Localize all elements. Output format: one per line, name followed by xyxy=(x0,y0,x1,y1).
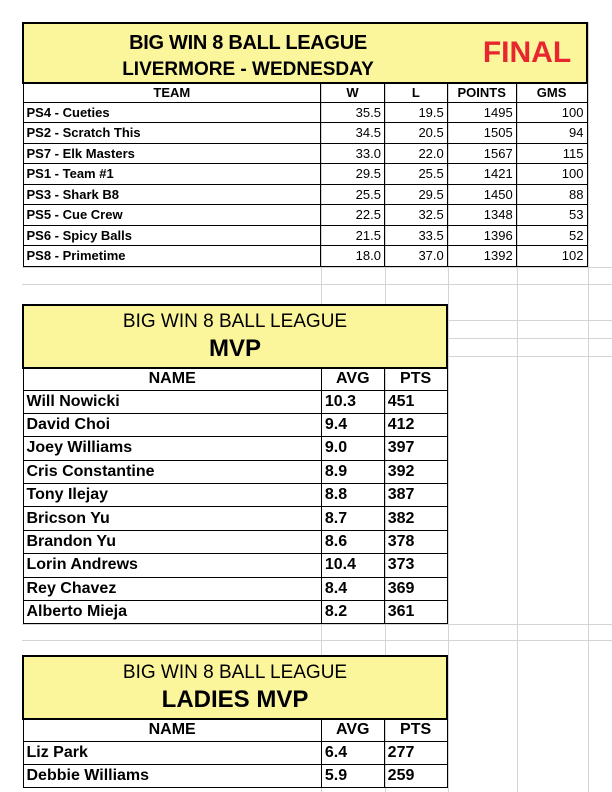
mvp-row-cell: Will Nowicki xyxy=(23,390,321,413)
ladies-mvp-row xyxy=(23,741,447,764)
standings-row-cell: 1396 xyxy=(447,225,516,246)
mvp-row-cell: Cris Constantine xyxy=(23,460,321,483)
mvp-row-cell: 369 xyxy=(384,577,447,600)
mvp-row-cell: Tony Ilejay xyxy=(23,484,321,507)
standings-row-cell: 100 xyxy=(516,164,587,185)
standings-row-cell: 1348 xyxy=(447,205,516,226)
ladies-mvp-header-row xyxy=(23,719,447,741)
mvp-banner xyxy=(23,305,447,368)
mvp-col-avg: AVG xyxy=(321,368,384,390)
mvp-row-cell: 378 xyxy=(384,530,447,553)
ladies-mvp-col-pts: PTS xyxy=(384,719,447,741)
standings-row-cell: PS7 - Elk Masters xyxy=(23,143,321,164)
standings-row-cell: PS4 - Cueties xyxy=(23,102,321,123)
ladies-mvp-row xyxy=(23,764,447,787)
standings-row-cell: PS3 - Shark B8 xyxy=(23,184,321,205)
standings-row xyxy=(23,102,587,123)
standings-row-cell: 29.5 xyxy=(384,184,447,205)
mvp-row xyxy=(23,390,447,413)
ladies-mvp-row-cell: Liz Park xyxy=(23,741,321,764)
mvp-col-pts: PTS xyxy=(384,368,447,390)
standings-row-cell: 100 xyxy=(516,102,587,123)
standings-row-cell: 88 xyxy=(516,184,587,205)
standings-row xyxy=(23,123,587,144)
mvp-row-cell: Brandon Yu xyxy=(23,530,321,553)
mvp-row-cell: 8.8 xyxy=(321,484,384,507)
standings-row xyxy=(23,164,587,185)
standings-row-cell: 1450 xyxy=(447,184,516,205)
mvp-row-cell: 361 xyxy=(384,601,447,624)
standings-row-cell: PS8 - Primetime xyxy=(23,246,321,267)
mvp-row-cell: 451 xyxy=(384,390,447,413)
ladies-mvp-row-cell: Debbie Williams xyxy=(23,764,321,787)
col-header-w: W xyxy=(321,83,385,102)
mvp-row xyxy=(23,554,447,577)
standings-row-cell: 18.0 xyxy=(321,246,385,267)
standings-row-cell: 53 xyxy=(516,205,587,226)
standings-row xyxy=(23,246,587,267)
standings-row-cell: 1392 xyxy=(447,246,516,267)
standings-row-cell: 21.5 xyxy=(321,225,385,246)
mvp-row-cell: 10.3 xyxy=(321,390,384,413)
standings-row-cell: PS6 - Spicy Balls xyxy=(23,225,321,246)
standings-row-cell: 1421 xyxy=(447,164,516,185)
standings-row-cell: 20.5 xyxy=(384,123,447,144)
col-header-points: POINTS xyxy=(447,83,516,102)
ladies-mvp-row-cell: 277 xyxy=(384,741,447,764)
standings-row-cell: 25.5 xyxy=(321,184,385,205)
ladies-mvp-row-cell: 5.9 xyxy=(321,764,384,787)
mvp-row-cell: 382 xyxy=(384,507,447,530)
col-header-gms: GMS xyxy=(516,83,587,102)
mvp-row-cell: 397 xyxy=(384,437,447,460)
standings-row-cell: 1567 xyxy=(447,143,516,164)
mvp-row-cell: 8.7 xyxy=(321,507,384,530)
standings-row-cell: 94 xyxy=(516,123,587,144)
ladies-mvp-table xyxy=(22,655,448,788)
standings-row-cell: PS1 - Team #1 xyxy=(23,164,321,185)
mvp-row-cell: 8.4 xyxy=(321,577,384,600)
ladies-mvp-banner xyxy=(23,656,447,719)
standings-row xyxy=(23,225,587,246)
col-header-team: TEAM xyxy=(23,83,321,102)
standings-row-cell: 115 xyxy=(516,143,587,164)
mvp-row-cell: 373 xyxy=(384,554,447,577)
standings-table xyxy=(22,22,588,267)
mvp-row-cell: 387 xyxy=(384,484,447,507)
mvp-row-cell: 9.4 xyxy=(321,413,384,436)
mvp-row-cell: 10.4 xyxy=(321,554,384,577)
mvp-row-cell: Bricson Yu xyxy=(23,507,321,530)
ladies-mvp-col-name: NAME xyxy=(23,719,321,741)
standings-row-cell: 37.0 xyxy=(384,246,447,267)
standings-row xyxy=(23,143,587,164)
mvp-title: BIG WIN 8 BALL LEAGUE xyxy=(122,311,348,332)
standings-row-cell: 33.5 xyxy=(384,225,447,246)
mvp-row xyxy=(23,530,447,553)
final-status: FINAL xyxy=(482,36,572,69)
mvp-table xyxy=(22,304,448,624)
standings-row-cell: 34.5 xyxy=(321,123,385,144)
standings-row-cell: PS2 - Scratch This xyxy=(23,123,321,144)
ladies-mvp-row-cell: 6.4 xyxy=(321,741,384,764)
mvp-row-cell: Lorin Andrews xyxy=(23,554,321,577)
standings-row-cell: 1505 xyxy=(447,123,516,144)
mvp-row-cell: 8.2 xyxy=(321,601,384,624)
standings-row-cell: 32.5 xyxy=(384,205,447,226)
mvp-header-row xyxy=(23,368,447,390)
mvp-row-cell: 9.0 xyxy=(321,437,384,460)
mvp-row-cell: Joey Williams xyxy=(23,437,321,460)
standings-row-cell: 25.5 xyxy=(384,164,447,185)
mvp-row-cell: 412 xyxy=(384,413,447,436)
mvp-row xyxy=(23,577,447,600)
mvp-row-cell: David Choi xyxy=(23,413,321,436)
mvp-row xyxy=(23,601,447,624)
mvp-row xyxy=(23,460,447,483)
mvp-row-cell: Alberto Mieja xyxy=(23,601,321,624)
mvp-row-cell: 8.6 xyxy=(321,530,384,553)
ladies-mvp-row-cell: 259 xyxy=(384,764,447,787)
mvp-row-cell: 392 xyxy=(384,460,447,483)
mvp-col-name: NAME xyxy=(23,368,321,390)
standings-row-cell: 22.0 xyxy=(384,143,447,164)
standings-row-cell: 33.0 xyxy=(321,143,385,164)
standings-row-cell: PS5 - Cue Crew xyxy=(23,205,321,226)
standings-row-cell: 22.5 xyxy=(321,205,385,226)
standings-row-cell: 52 xyxy=(516,225,587,246)
standings-row-cell: 35.5 xyxy=(321,102,385,123)
standings-row xyxy=(23,184,587,205)
col-header-l: L xyxy=(384,83,447,102)
mvp-row xyxy=(23,437,447,460)
standings-header-row xyxy=(23,83,587,102)
standings-subtitle: LIVERMORE - WEDNESDAY xyxy=(122,59,374,80)
standings-row xyxy=(23,205,587,226)
mvp-row xyxy=(23,507,447,530)
standings-row-cell: 29.5 xyxy=(321,164,385,185)
mvp-subtitle: MVP xyxy=(208,335,261,362)
mvp-row-cell: Rey Chavez xyxy=(23,577,321,600)
ladies-mvp-col-avg: AVG xyxy=(321,719,384,741)
standings-row-cell: 1495 xyxy=(447,102,516,123)
mvp-row xyxy=(23,413,447,436)
standings-title: BIG WIN 8 BALL LEAGUE xyxy=(129,32,367,54)
standings-row-cell: 102 xyxy=(516,246,587,267)
ladies-mvp-title: BIG WIN 8 BALL LEAGUE xyxy=(122,662,348,683)
standings-row-cell: 19.5 xyxy=(384,102,447,123)
mvp-row-cell: 8.9 xyxy=(321,460,384,483)
ladies-mvp-subtitle: LADIES MVP xyxy=(161,686,309,713)
standings-banner xyxy=(23,23,587,83)
mvp-row xyxy=(23,484,447,507)
